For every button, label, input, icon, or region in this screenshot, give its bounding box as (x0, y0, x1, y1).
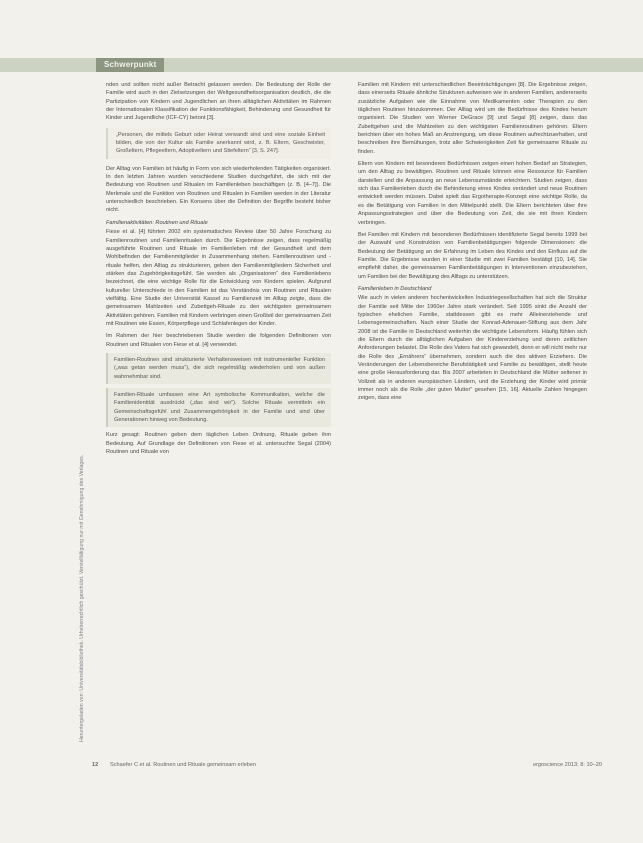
left-column (106, 81, 331, 460)
right-paragraph-4: Wie auch in vielen anderen hochentwickelten Industriegesellschaften hat sich die Struktur der Familie seit Mitte der 1960er Jahre stark verändert. Seit 1995 sinkt die Anzahl der typischen ehelichen Familie, stattdessen gibt es mehr Alleinerziehende und Lebensgemeinschaften. Nach einer Studie der Konrad-Adenauer-Stiftung aus dem Jahr 2008 ist die Familie in Deutschland weiterhin die wichtigste Lebensform. Häufig fühlen sich die Eltern durch die alltäglichen Aufgaben der Kindererziehung und deren zeitlichen Anforderungen belastet. Die Rolle des Vaters hat sich gewandelt, denn er will nicht mehr nur die Rolle des „Ernährers“ übernehmen, sondern auch die des aktiven Erziehers. Die Veränderungen der Lebensbereiche Berufstätigkeit und Familie zu bewältigen, stellt heute eine große Herausforderung dar. Bis 2007 arbeiteten in Deutschland die Mütter seltener in Vollzeit als in anderen europäischen Ländern, und die Erziehung der Kinder wird primär immer noch als die Rolle „der guten Mutter“ gesehen [15, 16]. Aktuelle Zahlen hingegen zeigen, dass eine (358, 295, 587, 402)
right-paragraph-3: Bei Familien mit Kindern mit besonderen Bedürfnissen identifizierte Segal bereits 1999 bei der Auswahl und Konstruktion von Familienbetätigungen folgende Dimensionen: die Bedeutung der Betätigung an der Erfahrung im Leben des Kindes und den Einfluss auf die Familie. Die Ergebnisse wurden in einer Studie mit zwei Familien bestätigt [10, 14]. Sie empfiehlt daher, die gemeinsamen Familienbetätigungen in Interventionen einzubeziehen, um Familien bei der Bewältigung des Alltags zu unterstützen. (358, 231, 587, 280)
running-title: Schaefer C et al. Routinen und Rituale gemeinsam erleben (110, 762, 257, 768)
left-paragraph-3: Fiese et al. [4] führten 2002 ein systematisches Review über 50 Jahre Forschung zu Familienroutinen und Familienritualen durch. Die Ergebnisse zeigen, dass regelmäßig ausgeführte Routinen und Rituale im Familienleben mit der Gesundheit und dem Wohlbefinden der Familienmitglieder in Zusammenhang stehen. Familienroutinen und -rituale helfen, den Alltag zu strukturieren, geben den Familienmitgliedern Sicherheit und stärken das Zugehörigkeitsgefühl. Sie werden als „Organisatoren“ des Familienlebens bezeichnet, die eine wichtige Rolle für die Entwicklung von Kindern spielen. Aufgrund kultureller Unterschiede in den Familien ist das Verständnis von Routinen und Ritualen vielfältig. Eine Studie der Universität Kassel zu Familienzeit im Alltag zeigte, dass die gemeinsamen Mahlzeiten und Zubettgeh-Rituale zu den wichtigsten gemeinsamen Aktivitäten gehören. Familien mit Kindern verbringen einen Großteil der gemeinsamen Zeit mit Routinen wie Essen, Körperpflege und Schlafenlegen der Kinder. (106, 229, 331, 327)
left-paragraph-1: nden und sollten nicht außer Betracht gelassen werden. Die Bedeutung der Rolle der Familie wird auch in den Zielsetzungen der Weltgesundheitsorganisation deutlich, die die Partizipation von Kindern und Jugendlichen an ihren alltäglichen Aktivitäten im Rahmen der Internationalen Klassifikation der Funktionsfähigkeit, Behinderung und Gesundheit für Kinder und Jugendliche (ICF-CY) betont [3]. (106, 82, 331, 122)
family-definition-quote: „Personen, die mittels Geburt oder Heirat verwandt sind und eine soziale Einheit bilden, die von der Kultur als Familie anerkannt wird, z. B. Eltern, Geschwister, Großeltern, Pflegeeltern, Adoptiveltern und Stiefeltern“ [3, S. 247]. (106, 128, 331, 159)
journal-citation: ergoscience 2013; 8: 10–20 (532, 762, 602, 768)
right-paragraph-1: Familien mit Kindern mit unterschiedlichen Beeinträchtigungen [8]. Die Ergebnisse zeigen, dass einerseits Rituale ähnliche Strukturen aufweisen wie in anderen Familien, andererseits zusätzliche Aufgaben wie die Einnahme von Medikamenten oder Therapien zu den täglichen Routinen hinzukommen. Der Alltag wird um die Bedürfnisse des Kindes herum organisiert. Die Studien von Werner DeGrace [9] und Segal [8] zeigen, dass das Zubettgehen und die Mahlzeiten zu den wichtigsten Familienroutinen gehören. Eltern berichten über ein hohes Maß an Anstrengung, um diese Routinen aufrechtzuerhalten, und beschreiben ihre Bemühungen, trotz aller Schwierigkeiten Zeit für gemeinsame Rituale zu finden. (358, 82, 587, 155)
routine-definition-box: Familien-Routinen sind strukturierte Verhaltensweisen mit instrumenteller Funktion („was getan werden muss“), die sich regelmäßig wiederholen und von außen wahrnehmbar sind. (106, 353, 331, 384)
right-paragraph-2: Eltern von Kindern mit besonderen Bedürfnissen zeigen einen hohen Bedarf an Strategien, um den Alltag zu bewältigen. Routinen und Rituale können eine Ressource für Familien darstellen und die Anpassung an neue Lebensumstände erleichtern. Studien zeigen, dass sich das Familienleben durch die Behinderung eines Kindes verändert und neue Routinen entwickelt werden müssen. Dabei spielt das Ergotherapie-Konzept eine wichtige Rolle, da es die Betätigung von Familien in den Mittelpunkt stellt. Die Eltern berichteten über ihre Anpassungsstrategien und über die Bedeutung von Zeit, die sie mit ihren Kindern verbringen. (358, 161, 587, 226)
left-subheading: Familienaktivitäten: Routinen und Rituale (106, 219, 208, 226)
left-paragraph-2: Der Alltag von Familien ist häufig in Form von sich wiederholenden Tätigkeiten organisiert. In den letzten Jahren wurden verschiedene Studien durchgeführt, die sich mit der Bedeutung von Routinen und Ritualen im Familienleben beschäftigen (z. B. [4–7]). Die Merkmale und die Funktion von Routinen und Ritualen in Familien werden in der Literatur unterschiedlich beschrieben. Ein Konsens über die Definition der Begriffe besteht bisher nicht. (106, 165, 331, 214)
ritual-definition-box: Familien-Rituale umfassen eine Art symbolische Kommunikation, welche die Familienidentität ausdrückt („das sind wir“). Solche Rituale vermitteln ein Gemeinschaftsgefühl und Zusammengehörigkeit in der Familie und sind über Generationen hinweg von Bedeutung. (106, 388, 331, 427)
section-tag: Schwerpunkt (96, 58, 164, 72)
left-paragraph-4: Im Rahmen der hier beschriebenen Studie werden die folgenden Definitionen von Routinen und Ritualen von Fiese et al. [4] verwendet. (106, 333, 331, 348)
right-subheading: Familienleben in Deutschland (358, 285, 432, 292)
left-paragraph-5: Kurz gesagt: Routinen geben dem täglichen Leben Ordnung, Rituale geben ihm Bedeutung. Auf Grundlage der Definitionen von Fiese et al. untersuchte Segal (2004) Routinen und Rituale von (106, 432, 331, 456)
page-number: 12 (92, 762, 99, 768)
side-download-note: Heruntergeladen von: Universitätsbibliothek. Urheberrechtlich geschützt. Vervielfältigung nur mit Genehmigung des Verlages. (79, 454, 85, 742)
page-footer (92, 760, 602, 770)
right-column (358, 81, 587, 407)
